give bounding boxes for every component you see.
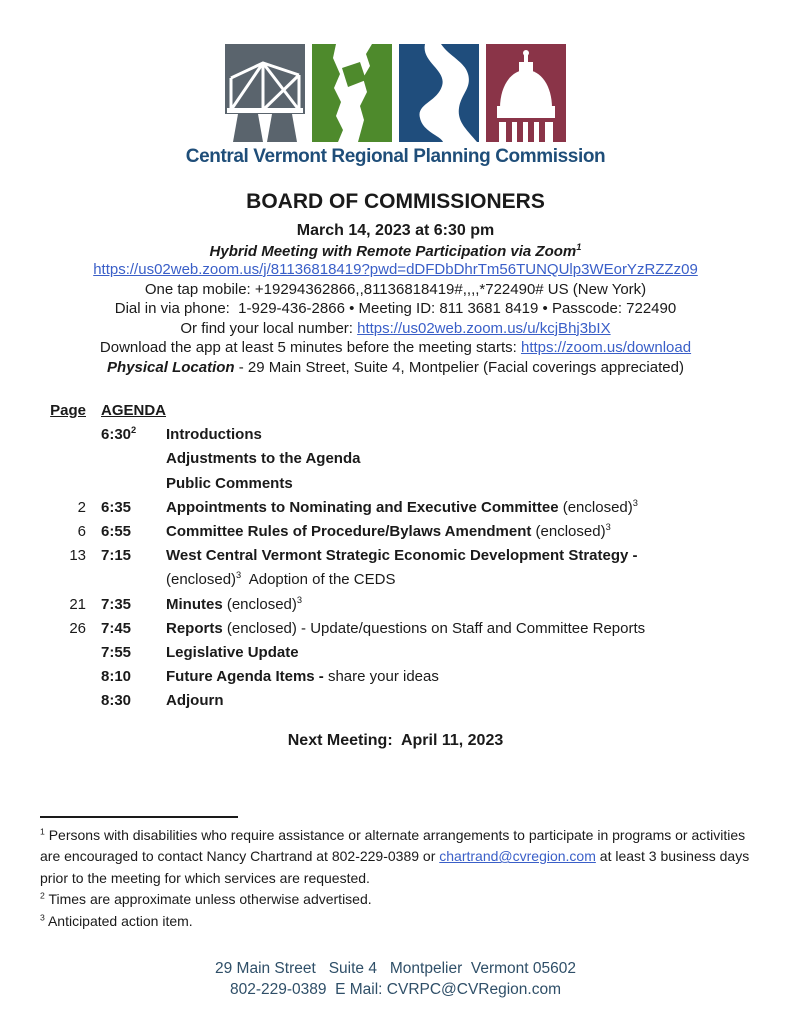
agenda-row <box>40 593 751 617</box>
item-suffix: share your ideas <box>323 668 439 686</box>
footnote-1 <box>40 825 754 890</box>
item-title: Committee Rules of Procedure/Bylaws Amendment <box>166 523 532 541</box>
logo-tiles <box>225 44 566 142</box>
footnote-3 <box>40 911 751 933</box>
footnote-2-text: Times are approximate unless otherwise advertised. <box>44 891 372 908</box>
agenda-row <box>40 423 751 447</box>
item-suffix: (enclosed) <box>531 523 606 541</box>
item-title: Public Comments <box>166 474 293 492</box>
hybrid-note-text: Hybrid Meeting with Remote Participation via Zoom <box>209 243 577 260</box>
item-time: 8:10 <box>101 668 132 686</box>
local-number-line <box>40 319 751 339</box>
footnote-ref-3: 3 <box>296 594 303 605</box>
agenda-row <box>40 665 751 689</box>
footnote-1-marker: 1 <box>40 825 45 836</box>
item-title: Future Agenda Items - <box>166 668 324 686</box>
item-page: 13 <box>69 547 86 565</box>
capitol-dome-icon <box>486 44 566 142</box>
item-page: 21 <box>69 595 86 613</box>
item-time: 6:35 <box>101 498 132 516</box>
item-continuation-rest: Adoption of the CEDS <box>241 571 396 589</box>
agenda-header-row <box>40 399 751 423</box>
dial-in-info: Dial in via phone: 1-929-436-2866 • Meeting ID: 811 3681 8419 • Passcode: 722490 <box>114 300 677 317</box>
footnote-3-text: Anticipated action item. <box>44 912 193 929</box>
footer-address: 29 Main Street Suite 4 Montpelier Vermont 05602 <box>214 960 576 978</box>
physical-location-label: Physical Location <box>107 358 235 376</box>
footnote-ref-2: 2 <box>131 425 137 436</box>
river-icon <box>399 44 479 142</box>
local-number-label: Or find your local number: <box>180 319 358 337</box>
footnote-ref-1: 1 <box>576 242 582 252</box>
item-continuation: (enclosed) <box>166 571 237 589</box>
footnote-2-marker: 2 <box>40 890 45 901</box>
item-page: 26 <box>69 619 86 637</box>
item-page: 2 <box>77 498 86 516</box>
item-title: Adjustments to the Agenda <box>166 450 361 468</box>
page-column-header: Page <box>50 402 86 419</box>
footnote-1-text-end: at least 3 business days prior to the meeting for which services are requested. <box>40 848 754 886</box>
agenda-row <box>40 641 751 665</box>
footnote-separator <box>40 816 238 818</box>
hybrid-note <box>40 243 751 260</box>
item-time: 6:30 <box>101 426 132 444</box>
meeting-datetime: March 14, 2023 at 6:30 pm <box>296 222 495 239</box>
download-label: Download the app at least 5 minutes before the meeting starts: <box>99 339 521 356</box>
item-title: Legislative Update <box>166 644 299 662</box>
item-time: 7:45 <box>101 619 132 637</box>
item-page: 6 <box>77 523 86 541</box>
one-tap-mobile: One tap mobile: +19294362866,,81136818419#,,,,*722490# US (New York) <box>144 280 647 298</box>
item-suffix: (enclosed) <box>558 498 633 516</box>
email-link[interactable]: chartrand@cvregion.com <box>439 848 596 865</box>
zoom-meeting-link[interactable]: https://us02web.zoom.us/j/81136818419?pwd=dDFDbDhrTm56TUNQUlp3WEorYzRZZz09 <box>93 261 698 278</box>
zoom-download-link[interactable]: https://zoom.us/download <box>520 339 692 356</box>
cvrpc-logo <box>40 0 751 168</box>
local-number-link[interactable]: https://us02web.zoom.us/u/kcjBhj3bIX <box>357 319 611 337</box>
item-title: Appointments to Nominating and Executive Committee <box>166 498 559 516</box>
item-title: Introductions <box>166 426 262 444</box>
item-time: 6:55 <box>101 523 132 541</box>
item-time: 7:55 <box>101 644 132 662</box>
footnote-1-text: Persons with disabilities who require assistance or alternate arrangements to participate in programs or activities are encouraged to contact Nancy Chartrand at 802-229-0389 or <box>40 826 750 865</box>
item-suffix: (enclosed) <box>222 595 297 613</box>
footnote-3-marker: 3 <box>40 911 45 922</box>
agenda-row <box>40 447 751 471</box>
page-title: BOARD OF COMMISSIONERS <box>246 190 545 213</box>
footnote-2 <box>40 889 751 911</box>
agenda-row <box>40 544 751 568</box>
next-meeting: Next Meeting: April 11, 2023 <box>287 731 504 749</box>
footnote-ref-3: 3 <box>236 570 242 581</box>
footnotes-section <box>40 825 754 933</box>
item-title: Adjourn <box>166 692 224 710</box>
physical-location-line <box>40 358 751 378</box>
item-title: West Central Vermont Strategic Economic Development Strategy - <box>166 547 638 565</box>
item-time: 8:30 <box>101 692 132 710</box>
agenda-row <box>40 689 751 713</box>
item-title: Minutes <box>166 595 223 613</box>
item-suffix: (enclosed) - Update/questions on Staff and Committee Reports <box>222 619 646 637</box>
footer-contact: 802-229-0389 E Mail: CVRPC@CVRegion.com <box>229 981 562 999</box>
agenda-row <box>40 496 751 520</box>
agenda-row <box>40 520 751 544</box>
document-footer <box>40 958 751 1000</box>
download-line <box>40 338 751 358</box>
physical-location-text: - 29 Main Street, Suite 4, Montpelier (Facial coverings appreciated) <box>234 358 684 376</box>
org-name: Central Vermont Regional Planning Commission <box>185 146 606 167</box>
agenda-column-header: AGENDA <box>101 402 167 419</box>
agenda-section <box>40 399 751 714</box>
footnote-ref-3: 3 <box>632 497 638 508</box>
agenda-row-continuation <box>40 568 751 592</box>
agenda-row <box>40 617 751 641</box>
bridge-icon <box>225 44 305 142</box>
vermont-state-icon <box>312 44 392 142</box>
footnote-ref-3: 3 <box>605 522 611 533</box>
item-time: 7:35 <box>101 595 132 613</box>
item-title: Reports <box>166 619 223 637</box>
item-time: 7:15 <box>101 547 132 565</box>
agenda-row <box>40 472 751 496</box>
